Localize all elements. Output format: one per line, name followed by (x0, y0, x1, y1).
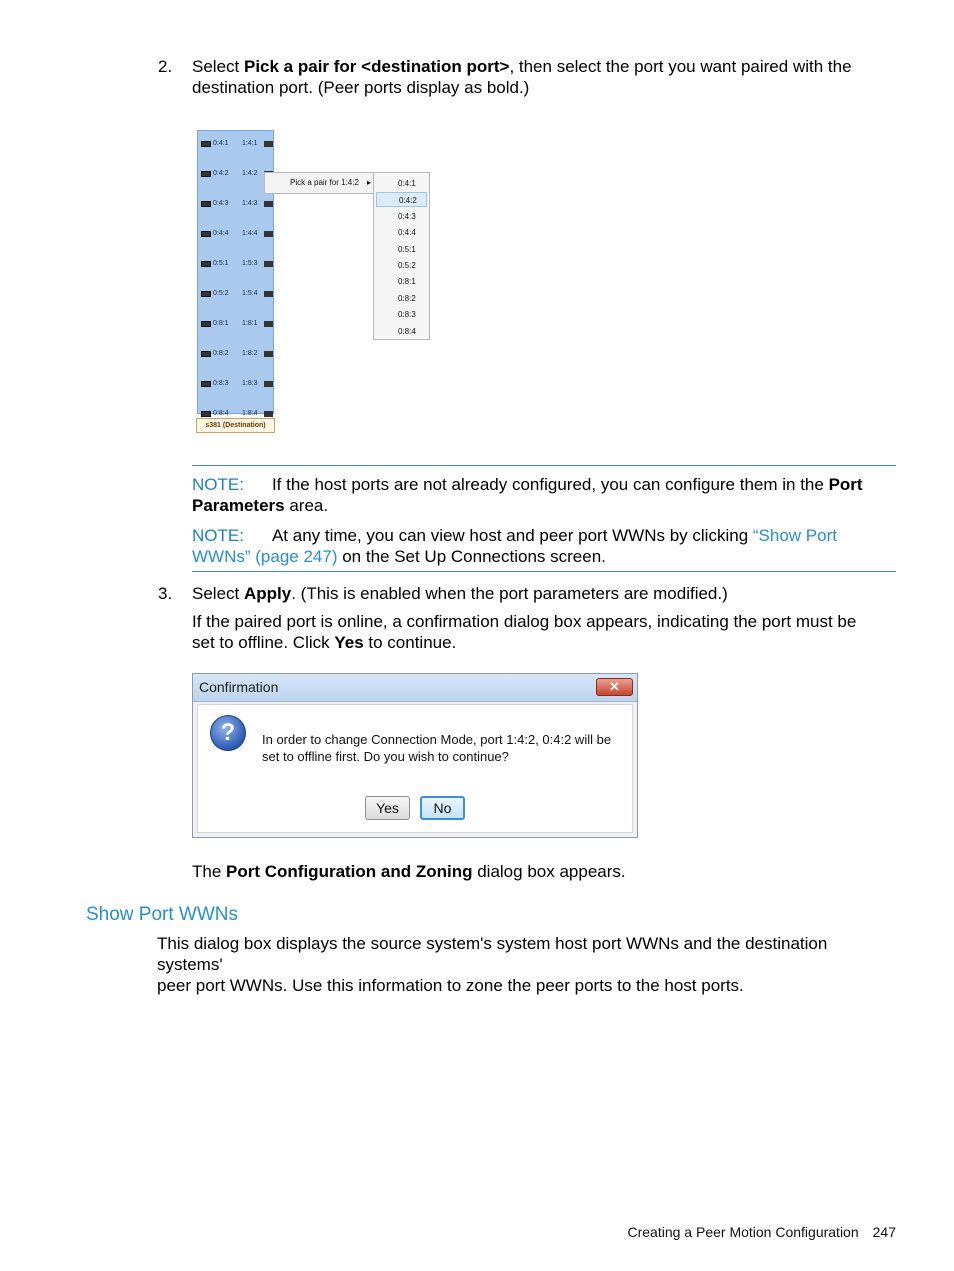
after-dialog-b: dialog box appears. (472, 862, 626, 881)
section-heading: Show Port WWNs (86, 904, 239, 925)
dialog-title-bar (193, 674, 637, 702)
port-icon (201, 321, 211, 327)
port-id-source: 0:4:2 (213, 170, 229, 177)
port-icon (201, 201, 211, 207)
port-id-source: 0:4:4 (213, 230, 229, 237)
page-number: 247 (872, 1224, 896, 1240)
port-id-dest: 1:4:4 (242, 230, 258, 237)
show-port-wwns-link-page[interactable]: WWNs” (page 247) (192, 547, 338, 566)
port-id-dest: 1:4:1 (242, 140, 258, 147)
note1-text-a: If the host ports are not already configured, you can configure them in the (271, 475, 829, 494)
port-icon (264, 321, 273, 327)
note2-text-a: At any time, you can view host and peer port WWNs by clicking (271, 526, 753, 545)
show-port-wwns-link[interactable]: “Show Port (752, 526, 837, 545)
port-icon (264, 351, 273, 357)
submenu-item[interactable]: 0:4:1 (398, 179, 416, 188)
after-dialog-a: The (192, 862, 227, 881)
port-row[interactable] (200, 379, 273, 389)
submenu-item[interactable]: 0:4:4 (398, 228, 416, 238)
step2-text-c: destination port. (Peer ports display as bold.) (192, 78, 530, 97)
port-icon (201, 291, 211, 297)
step3-para-line2c: to continue. (363, 633, 457, 652)
port-id-dest: 1:8:3 (242, 380, 258, 387)
step3-bold-apply: Apply (243, 584, 292, 603)
step3-text-b: . (This is enabled when the port parameters are modified.) (291, 584, 728, 603)
port-id-dest: 1:5:3 (242, 260, 258, 267)
note-2 (192, 525, 896, 567)
port-row[interactable] (200, 259, 273, 269)
submenu-item[interactable]: 0:4:3 (398, 211, 416, 221)
step3-paragraph (192, 611, 896, 653)
port-id-source: 0:8:3 (213, 380, 229, 387)
port-icon (264, 291, 273, 297)
note1-bold-a: Port (828, 475, 863, 494)
port-row[interactable] (200, 199, 273, 209)
section-paragraph (157, 933, 897, 996)
port-id-source: 0:4:3 (213, 200, 229, 207)
step3-text-a: Select (192, 584, 244, 603)
submenu-arrow-icon: ▸ (366, 178, 371, 187)
port-icon (201, 381, 211, 387)
port-id-dest: 1:4:2 (242, 170, 258, 177)
port-list-panel (197, 130, 274, 417)
port-row[interactable] (200, 349, 273, 359)
dialog-message (262, 731, 632, 765)
context-menu-label: Pick a pair for 1:4:2 (290, 178, 359, 187)
port-icon (201, 141, 211, 147)
confirmation-dialog (192, 673, 638, 838)
port-icon (201, 411, 211, 417)
section-line1: This dialog box displays the source system's system host port WWNs and the destination systems' (157, 934, 828, 974)
port-id-dest: 1:4:3 (242, 200, 258, 207)
port-id-source: 0:5:2 (213, 290, 229, 297)
port-icon (201, 261, 211, 267)
port-icon (264, 381, 273, 387)
submenu-item[interactable]: 0:8:1 (398, 277, 416, 287)
submenu-item[interactable]: 0:8:2 (398, 293, 416, 303)
port-id-source: 0:4:1 (213, 140, 229, 147)
port-icon (264, 141, 273, 147)
note1-bold-b: Parameters (192, 496, 285, 515)
step-number: 2. (158, 57, 173, 76)
note-1 (192, 474, 896, 516)
step2-bold-command: Pick a pair for <destination port> (243, 57, 510, 76)
dialog-body (197, 704, 633, 833)
section-line2: peer port WWNs. Use this information to zone the peer ports to the host ports. (157, 976, 744, 995)
step2-text-a: Select (192, 57, 244, 76)
step3-bold-yes: Yes (334, 633, 364, 652)
step-number: 3. (158, 584, 173, 603)
port-icon (264, 201, 273, 207)
question-icon: ? (210, 715, 246, 751)
port-row[interactable] (200, 229, 273, 239)
note-bottom-rule (192, 571, 896, 572)
port-icon (201, 231, 211, 237)
port-id-dest: 1:8:2 (242, 350, 258, 357)
note1-text-b: area. (284, 496, 329, 515)
page-footer (600, 1222, 896, 1243)
step2-text (192, 56, 896, 98)
dialog-title: Confirmation (199, 679, 279, 695)
dialog-message-line1: In order to change Connection Mode, port 1:4:2, 0:4:2 will be (262, 732, 612, 747)
destination-label: s381 (Destination) (196, 418, 275, 433)
note-top-rule (192, 465, 896, 466)
after-dialog-bold: Port Configuration and Zoning (226, 862, 473, 881)
port-id-dest: 1:5:4 (242, 290, 258, 297)
footer-text: Creating a Peer Motion Configuration (627, 1224, 859, 1240)
submenu-item[interactable]: 0:4:2 (376, 192, 427, 207)
port-row[interactable] (200, 319, 273, 329)
port-icon (201, 351, 211, 357)
port-row[interactable] (200, 289, 273, 299)
submenu-item[interactable]: 0:8:4 (398, 326, 416, 336)
port-icon (264, 231, 273, 237)
yes-button[interactable]: Yes (365, 796, 410, 820)
note2-text-b: on the Set Up Connections screen. (337, 547, 606, 566)
port-id-source: 0:8:1 (213, 320, 229, 327)
close-icon[interactable]: ✕ (596, 678, 633, 696)
note-label: NOTE: (192, 526, 244, 545)
step3-para-line1: If the paired port is online, a confirmation dialog box appears, indicating the port must be (192, 612, 857, 631)
after-dialog-text (192, 861, 896, 882)
submenu-item[interactable]: 0:5:2 (398, 261, 416, 270)
port-icon (201, 171, 211, 177)
port-id-source: 0:8:4 (213, 410, 229, 417)
port-id-dest: 1:8:1 (242, 320, 258, 327)
port-icon (264, 261, 273, 267)
step2-text-b: , then select the port you want paired with the (509, 57, 852, 76)
dialog-message-line2: set to offline first. Do you wish to continue? (262, 749, 509, 764)
submenu-item[interactable]: 0:5:1 (398, 244, 416, 254)
port-id-dest: 1:8:4 (242, 410, 258, 417)
port-row[interactable] (200, 169, 273, 179)
port-row[interactable] (200, 139, 273, 149)
port-id-source: 0:5:1 (213, 260, 229, 267)
submenu-item[interactable]: 0:8:3 (398, 310, 416, 320)
step3-text (192, 583, 896, 604)
note-label: NOTE: (192, 475, 244, 494)
peer-port-submenu (373, 172, 430, 340)
no-button[interactable]: No (420, 796, 465, 820)
context-menu-pick-pair[interactable] (264, 172, 376, 194)
port-id-source: 0:8:2 (213, 350, 229, 357)
port-icon (264, 411, 273, 417)
step3-para-line2a: set to offline. Click (192, 633, 335, 652)
